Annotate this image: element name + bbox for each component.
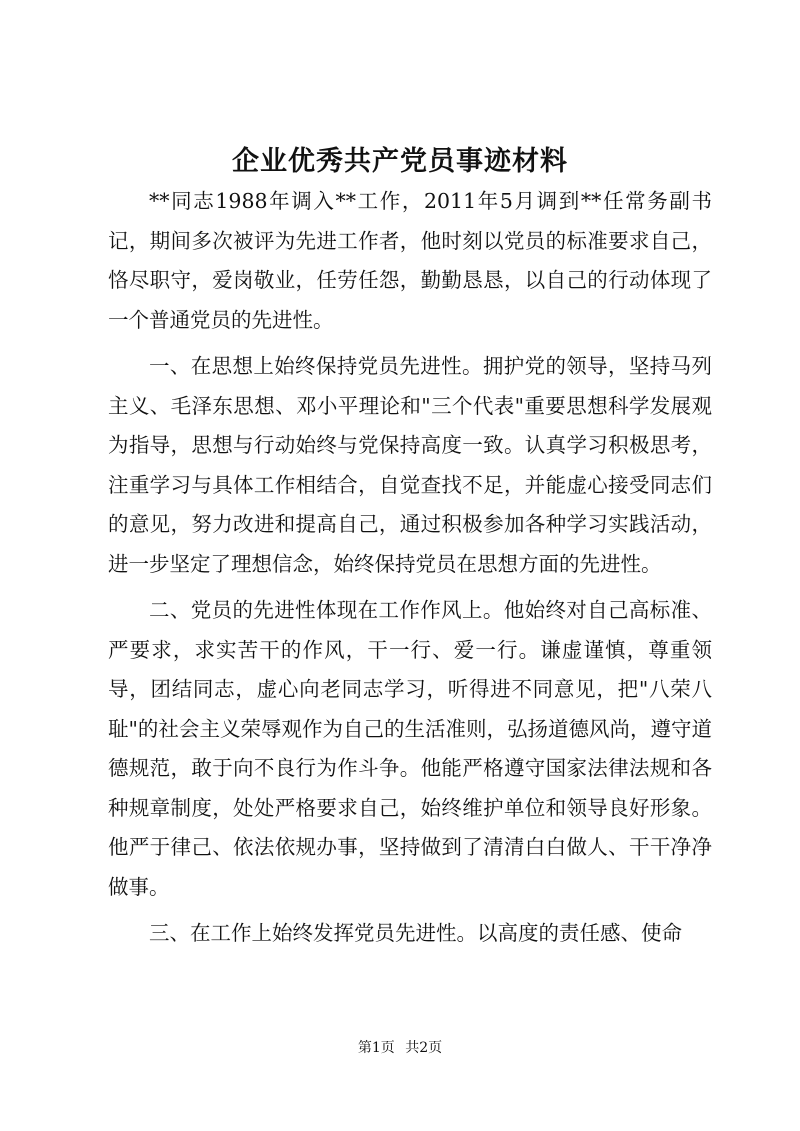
page-total: 共2页	[405, 1040, 443, 1056]
page-footer	[0, 1038, 800, 1058]
paragraph-intro: **同志1988年调入**工作，2011年5月调到**任常务副书记，期间多次被评为先进工作者，他时刻以党员的标准要求自己，恪尽职守，爱岗敬业，任劳任怨，勤勤恳恳，以自己的行动体现了一个普通党员的先进性。	[108, 189, 712, 332]
paragraph-section-1: 一、在思想上始终保持党员先进性。拥护党的领导，坚持马列主义、毛泽东思想、邓小平理论和"三个代表"重要思想科学发展观为指导，思想与行动始终与党保持高度一致。认真学习积极思考，注重学习与具体工作相结合，自觉查找不足，并能虚心接受同志们的意见，努力改进和提高自己，通过积极参加各种学习实践活动，进一步坚定了理想信念，始终保持党员在思想方面的先进性。	[108, 354, 712, 576]
paragraph-section-2: 二、党员的先进性体现在工作作风上。他始终对自己高标准、严要求，求实苦干的作风，干一行、爱一行。谦虚谨慎，尊重领导，团结同志，虚心向老同志学习，听得进不同意见，把"八荣八耻"的社会主义荣辱观作为自己的生活准则，弘扬道德风尚，遵守道德规范，敢于向不良行为作斗争。他能严格遵守国家法律法规和各种规章制度，处处严格要求自己，始终维护单位和领导良好形象。他严于律己、依法依规办事，坚持做到了清清白白做人、干干净净做事。	[108, 598, 712, 899]
paragraph-section-3: 三、在工作上始终发挥党员先进性。以高度的责任感、使命	[149, 921, 682, 945]
document-title: 企业优秀共产党员事迹材料	[232, 146, 568, 177]
document-body	[108, 182, 712, 954]
page-number: 第1页	[357, 1040, 395, 1056]
